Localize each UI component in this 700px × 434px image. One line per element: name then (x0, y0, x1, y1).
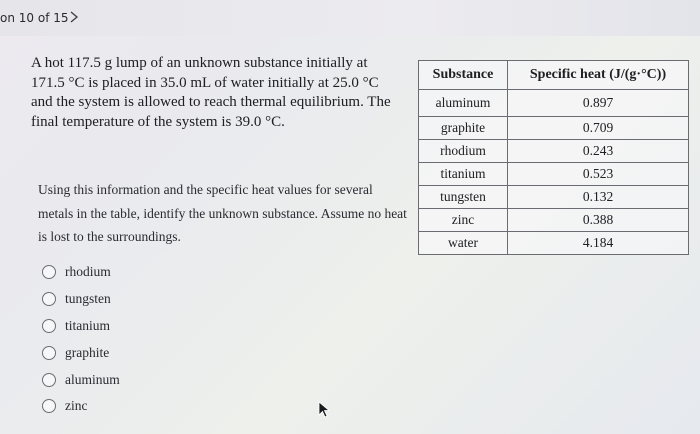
option-zinc[interactable] (42, 393, 120, 420)
option-aluminum[interactable] (42, 366, 120, 393)
specific-heat-cell: 0.523 (508, 163, 689, 186)
table-header: Substance (419, 61, 508, 90)
question-counter: on 10 of 15 (0, 11, 69, 25)
option-label: rhodium (65, 264, 111, 280)
top-nav-bar (0, 0, 700, 36)
table-row (419, 163, 689, 186)
radio-button[interactable] (42, 346, 56, 360)
table-header: Specific heat (J/(g·°C)) (508, 61, 689, 90)
radio-button[interactable] (42, 265, 56, 279)
question-instructions: Using this information and the specific heat values for several metals in the table, identify the unknown substance. Assume no heat is lost to the surroundings. (38, 182, 407, 244)
specific-heat-cell: 4.184 (508, 232, 689, 255)
table-header-row (419, 61, 689, 90)
table-row (419, 140, 689, 163)
table-row (419, 209, 689, 232)
table-row (419, 117, 689, 140)
mouse-pointer-icon (318, 401, 332, 419)
specific-heat-cell: 0.897 (508, 90, 689, 117)
substance-cell: zinc (419, 209, 508, 232)
option-label: aluminum (65, 371, 120, 387)
option-label: tungsten (65, 291, 111, 307)
specific-heat-table (418, 60, 689, 255)
next-question-button[interactable] (66, 8, 82, 26)
option-rhodium[interactable] (42, 259, 120, 286)
option-label: graphite (65, 344, 110, 360)
option-titanium[interactable] (42, 313, 120, 340)
specific-heat-cell: 0.132 (508, 186, 689, 209)
substance-cell: aluminum (419, 90, 508, 117)
radio-button[interactable] (42, 292, 56, 306)
substance-cell: rhodium (419, 140, 508, 163)
substance-cell: graphite (419, 117, 508, 140)
radio-button[interactable] (42, 319, 56, 333)
radio-button[interactable] (42, 373, 56, 387)
substance-cell: titanium (419, 163, 508, 186)
specific-heat-cell: 0.388 (508, 209, 689, 232)
table-row (419, 90, 689, 117)
option-label: titanium (65, 317, 110, 333)
specific-heat-cell: 0.243 (508, 140, 689, 163)
table-row (419, 232, 689, 255)
answer-options (42, 259, 120, 420)
table-row (419, 186, 689, 209)
substance-cell: water (419, 232, 508, 255)
option-graphite[interactable] (42, 339, 120, 366)
radio-button[interactable] (42, 399, 56, 413)
question-text: A hot 117.5 g lump of an unknown substance initially at 171.5 °C is placed in 35.0 mL of water initially at 25.0 °C and the system is allowed to reach thermal equilibrium. The final temperature of the system is 39.0 °C. (31, 55, 391, 130)
substance-cell: tungsten (419, 186, 508, 209)
specific-heat-cell: 0.709 (508, 117, 689, 140)
chevron-right-icon (66, 8, 82, 26)
option-tungsten[interactable] (42, 286, 120, 313)
option-label: zinc (65, 398, 88, 414)
